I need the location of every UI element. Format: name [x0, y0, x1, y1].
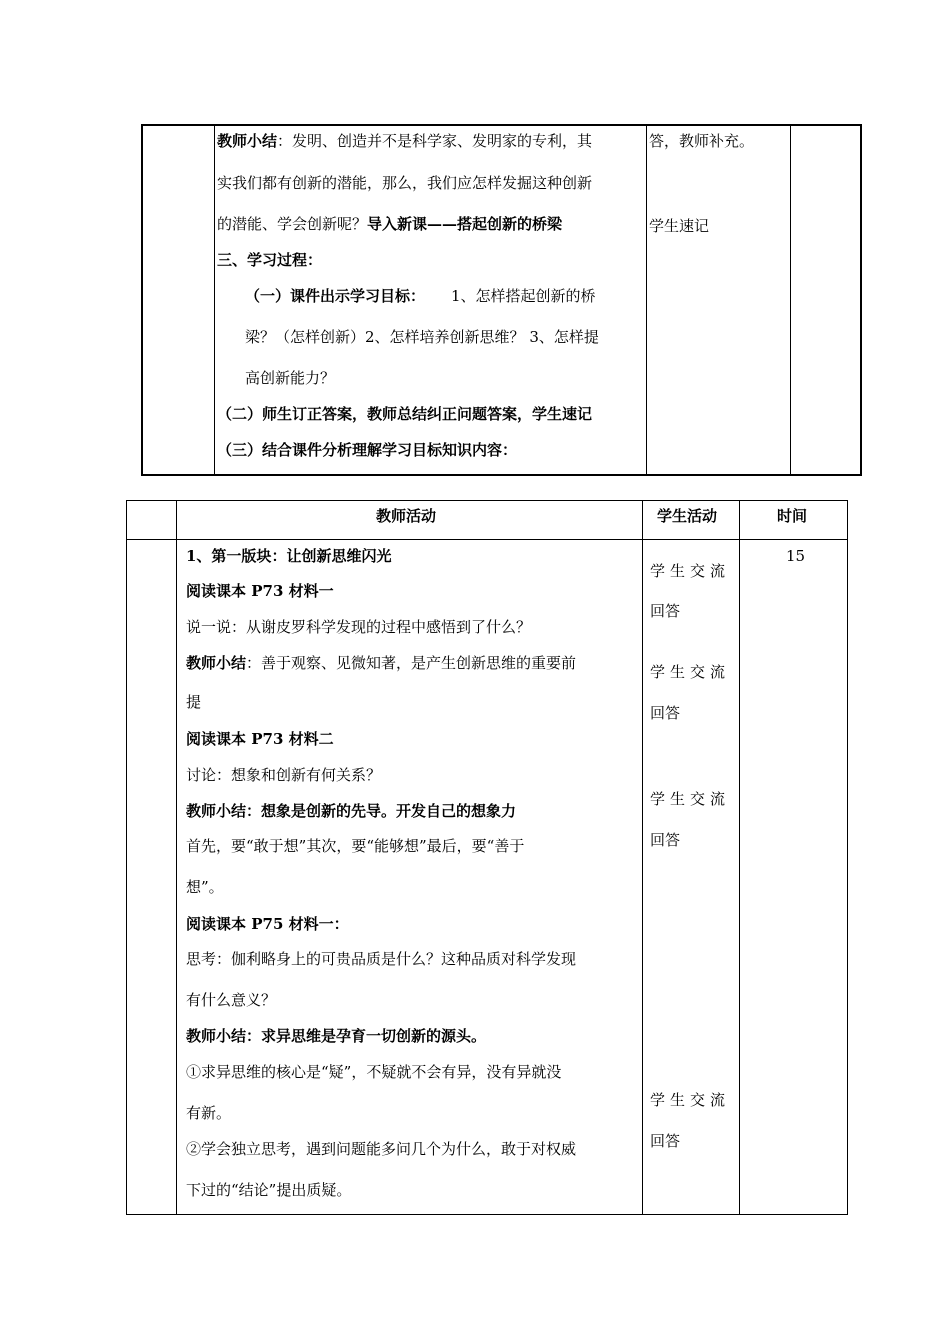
- goals-heading: （一）课件出示学习目标：: [245, 287, 426, 305]
- table1-divider-3: [790, 124, 791, 476]
- header-time: 时间: [777, 507, 808, 525]
- imagination-steps-cont: 想”。: [186, 878, 224, 896]
- table1-right-border: [860, 124, 862, 476]
- reading-p75-1: 阅读课本 P75 材料一：: [186, 915, 349, 933]
- thinking-question: 思考：伽利略身上的可贵品质是什么？这种品质对科学发现: [186, 950, 577, 968]
- block-1-title: 1、第一版块：让创新思维闪光: [186, 547, 392, 565]
- student-block-3-b: 回答: [650, 831, 681, 849]
- table1-teacher-line-3: [217, 214, 562, 234]
- summary-2: 教师小结：想象是创新的先导。开发自己的想象力: [186, 802, 517, 820]
- table1-teacher-line-6: 梁？（怎样创新）2、怎样培养创新思维？ 3、怎样提: [245, 328, 599, 346]
- table2-divider-3: [739, 500, 740, 1215]
- goal-1-text: 1、怎样搭起创新的桥: [451, 287, 596, 305]
- student-block-1-a: 学生交流: [650, 562, 731, 580]
- discussion-1: 讨论：想象和创新有何关系？: [186, 766, 382, 784]
- new-lesson-title: 导入新课——搭起创新的桥梁: [367, 215, 563, 233]
- teacher-summary-text: ：发明、创造并不是科学家、发明家的专利，其: [277, 132, 593, 150]
- student-block-4-b: 回答: [650, 1132, 681, 1150]
- student-block-3-a: 学生交流: [650, 790, 731, 808]
- summary-3: 教师小结：求异思维是孕育一切创新的源头。: [186, 1027, 487, 1045]
- table1-bottom-border: [141, 474, 862, 476]
- line3-plain: 的潜能、学会创新呢？: [217, 215, 368, 233]
- point-1-cont: 有新。: [186, 1104, 232, 1122]
- table1-divider-1: [214, 124, 215, 476]
- table2-divider-1: [176, 500, 177, 1215]
- student-block-2-b: 回答: [650, 704, 681, 722]
- student-block-1-b: 回答: [650, 602, 681, 620]
- table1-student-line-1: 答，教师补充。: [649, 132, 755, 150]
- table2-right-border: [847, 500, 848, 1215]
- time-value: 15: [786, 547, 806, 565]
- table1-student-line-2: 学生速记: [649, 217, 710, 235]
- summary-1-cont: 提: [186, 693, 202, 711]
- point-2-cont: 下过的“结论”提出质疑。: [186, 1181, 352, 1199]
- table1-teacher-line-7: 高创新能力？: [245, 369, 336, 387]
- table1-teacher-line-9: （三）结合课件分析理解学习目标知识内容：: [217, 441, 518, 459]
- thinking-question-cont: 有什么意义？: [186, 991, 277, 1009]
- summary-1: [186, 653, 576, 673]
- header-teacher-activity: 教师活动: [376, 507, 437, 525]
- table1-top-border: [141, 124, 862, 126]
- imagination-steps: 首先，要“敢于想”其次，要“能够想”最后，要“善于: [186, 837, 525, 855]
- table1-teacher-line-1: [217, 131, 592, 151]
- reading-p73-1: 阅读课本 P73 材料一: [186, 582, 334, 600]
- point-1: ①求异思维的核心是“疑”，不疑就不会有异，没有异就没: [186, 1063, 562, 1081]
- reading-p73-2: 阅读课本 P73 材料二: [186, 730, 334, 748]
- table1-teacher-line-8: （二）师生订正答案，教师总结纠正问题答案，学生速记: [217, 405, 593, 423]
- summary-1-label: 教师小结: [186, 654, 247, 672]
- section-three-heading: 三、学习过程：: [217, 251, 323, 269]
- table2-divider-2: [642, 500, 643, 1215]
- question-1: 说一说：从谢皮罗科学发现的过程中感悟到了什么？: [186, 618, 532, 636]
- table1-teacher-line-2: 实我们都有创新的潜能，那么，我们应怎样发掘这种创新: [217, 174, 593, 192]
- teacher-summary-label: 教师小结: [217, 132, 278, 150]
- table2-left-border: [126, 500, 127, 1215]
- table1-teacher-line-5: [245, 286, 596, 306]
- table1-divider-2: [646, 124, 647, 476]
- table1-left-border: [141, 124, 143, 476]
- student-block-4-a: 学生交流: [650, 1091, 731, 1109]
- summary-1-text: ：善于观察、见微知著，是产生创新思维的重要前: [246, 654, 577, 672]
- point-2: ②学会独立思考，遇到问题能多问几个为什么，敢于对权威: [186, 1140, 577, 1158]
- student-block-2-a: 学生交流: [650, 663, 731, 681]
- header-student-activity: 学生活动: [657, 507, 718, 525]
